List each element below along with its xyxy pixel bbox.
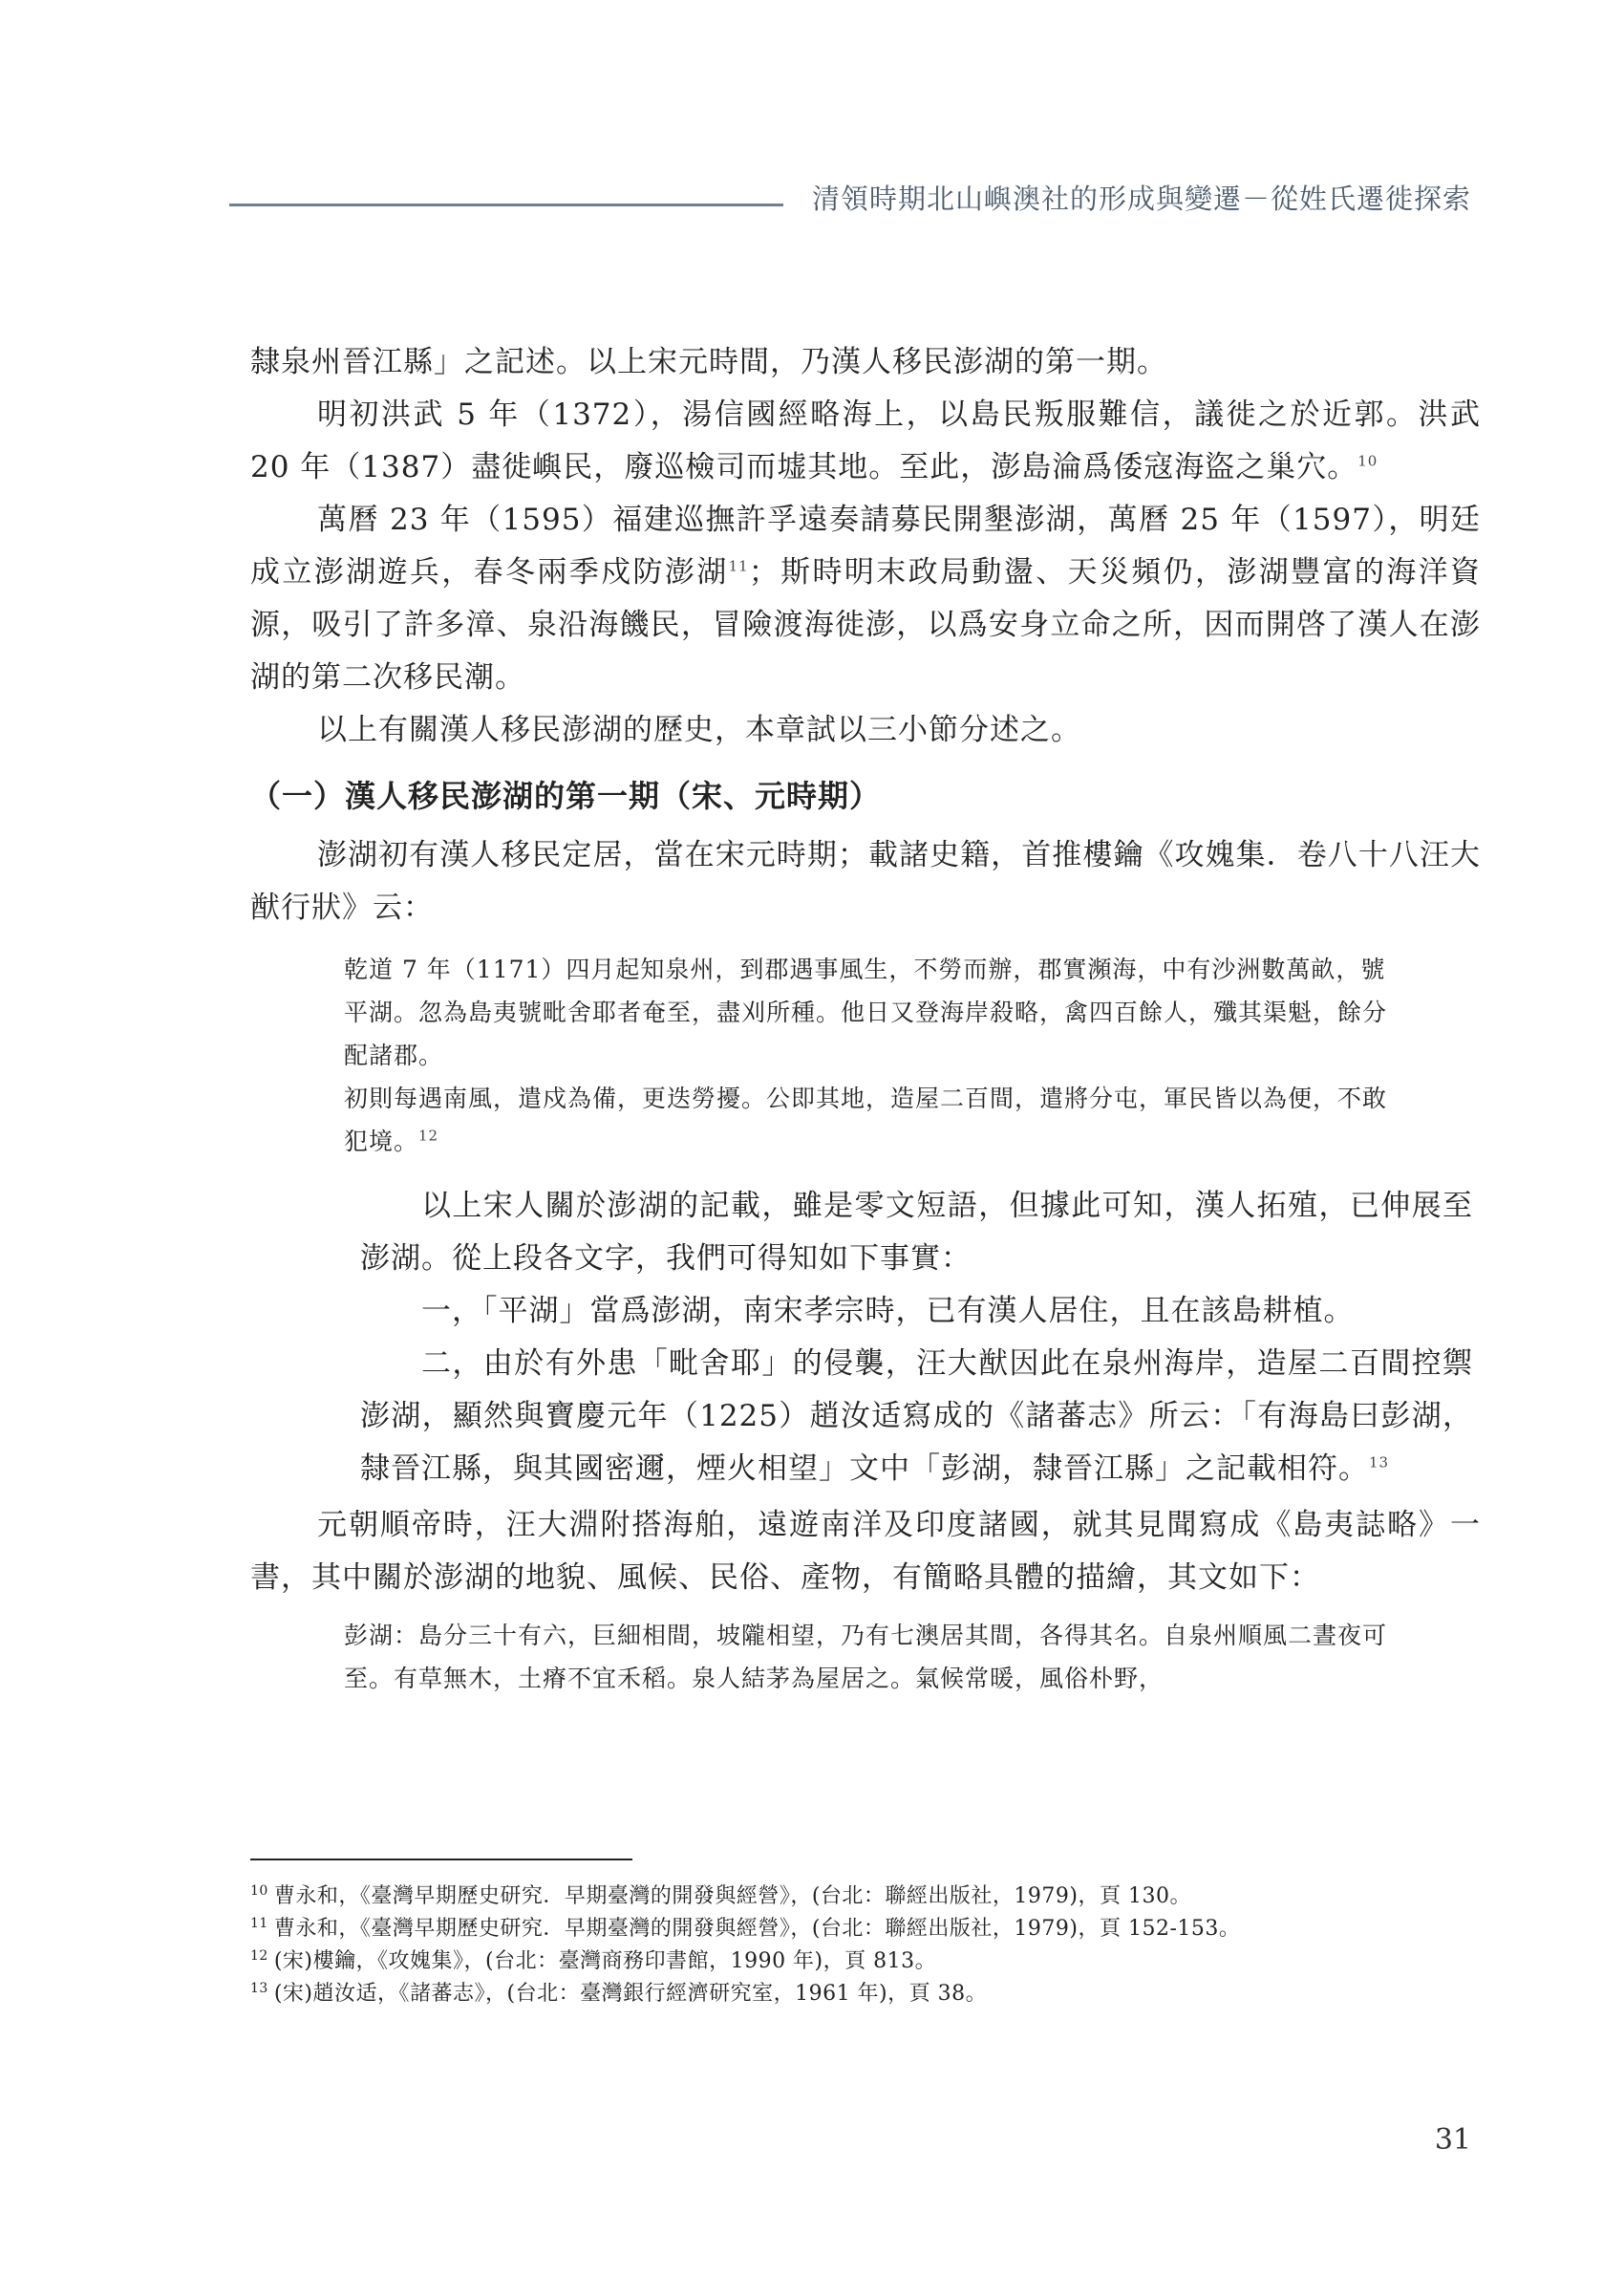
commentary-3 [360, 1338, 1473, 1495]
commentary-block [360, 1180, 1473, 1495]
paragraph-3-text-a: 萬曆 23 年（1595）福建巡撫許孚遠奏請募民開墾澎湖，萬曆 25 年（1597），明廷成立澎湖遊兵，春冬兩季戍防澎湖 [250, 503, 1481, 590]
quote-1-line-2 [344, 1077, 1404, 1163]
footnotes [250, 1880, 1492, 2010]
paragraph-3 [250, 494, 1481, 704]
commentary-2: 一，「平湖」當爲澎湖，南宋孝宗時，已有漢人居住，且在該島耕植。 [421, 1294, 1355, 1328]
paragraph-6: 元朝順帝時，汪大淵附搭海舶，遠遊南洋及印度諸國，就其見聞寫成《島夷誌略》一書，其中關於澎湖的地貌、風候、民俗、產物，有簡略具體的描繪，其文如下： [250, 1508, 1481, 1595]
quote-2-text: 彭湖：島分三十有六，巨細相間，坡隴相望，乃有七澳居其間，各得其名。自泉州順風二晝夜可至。有草無木，土瘠不宜禾稻。泉人結茅為屋居之。氣候常暖，風俗朴野， [344, 1622, 1388, 1692]
footnote-ref-12[interactable]: 12 [418, 1127, 439, 1145]
footnote-ref-10[interactable]: 10 [1357, 452, 1378, 470]
footnote-rule [250, 1859, 632, 1860]
block-quote-2 [344, 1614, 1404, 1700]
block-quote-1 [344, 948, 1404, 1163]
section-heading: （一）漢人移民澎湖的第一期（宋、元時期） [250, 778, 882, 814]
paragraph-2 [250, 389, 1481, 494]
footnote-number: 13 [250, 1980, 268, 1996]
running-head-title: 清領時期北山嶼澳社的形成與變遷－從姓氏遷徙探索 [811, 183, 1471, 215]
header-rule [229, 204, 783, 206]
footnote-number: 12 [250, 1947, 268, 1964]
footnote-12 [250, 1945, 1492, 1978]
main-text [250, 336, 1481, 1700]
paragraph-5: 澎湖初有漢人移民定居，當在宋元時期；載諸史籍，首推樓鑰《攻媿集．卷八十八汪大猷行狀》云： [250, 838, 1481, 925]
footnote-text: 曹永和，《臺灣早期歷史研究．早期臺灣的開發與經營》，(台北：聯經出版社，1979)，頁 152-153。 [273, 1917, 1241, 1941]
footnote-ref-13[interactable]: 13 [1369, 1453, 1390, 1472]
footnote-10 [250, 1880, 1492, 1913]
paragraph-1: 隸泉州晉江縣」之記述。以上宋元時間，乃漢人移民澎湖的第一期。 [250, 345, 1167, 379]
footnote-text: (宋)樓鑰，《攻媿集》，(台北：臺灣商務印書館，1990 年)，頁 813。 [273, 1949, 937, 1973]
footnote-11 [250, 1913, 1492, 1945]
footnote-ref-11[interactable]: 11 [728, 557, 749, 575]
footnote-text: 曹永和，《臺灣早期歷史研究．早期臺灣的開發與經營》，(台北：聯經出版社，1979)，頁 130。 [273, 1884, 1191, 1908]
quote-1-line-2-text: 初則每遇南風，遣戍為備，更迭勞擾。公即其地，造屋二百間，遣將分屯，軍民皆以為便，不敢犯境。 [344, 1085, 1388, 1155]
footnote-text: (宋)趙汝适，《諸蕃志》，(台北：臺灣銀行經濟研究室，1961 年)，頁 38。 [273, 1982, 988, 2006]
paragraph-3-text-b: ；斯時明末政局動盪、天災頻仍，澎湖豐富的海洋資源，吸引了許多漳、泉沿海饑民，冒險渡海徙澎，以爲安身立命之所，因而開啓了漢人在澎湖的第二次移民潮。 [250, 555, 1482, 695]
footnote-13 [250, 1978, 1492, 2010]
page-number: 31 [1434, 2123, 1471, 2157]
footnote-number: 11 [250, 1915, 268, 1931]
footnote-number: 10 [250, 1882, 268, 1899]
commentary-1: 以上宋人關於澎湖的記載，雖是零文短語，但據此可知，漢人拓殖，已伸展至澎湖。從上段各文字，我們可得知如下事實： [360, 1189, 1473, 1276]
paragraph-4: 以上有關漢人移民澎湖的歷史，本章試以三小節分述之。 [317, 713, 1081, 747]
quote-1-line-1: 乾道 7 年（1171）四月起知泉州，到郡遇事風生，不勞而辦，郡實瀕海，中有沙洲數萬畝，號平湖。忽為島夷號毗舍耶者奄至，盡刈所種。他日又登海岸殺略，禽四百餘人，殲其渠魁，餘分配諸郡。 [344, 956, 1388, 1069]
paragraph-2-text: 明初洪武 5 年（1372），湯信國經略海上，以島民叛服難信，議徙之於近郭。洪武 20 年（1387）盡徙嶼民，廢巡檢司而墟其地。至此，澎島淪爲倭寇海盜之巢穴。 [250, 398, 1481, 484]
commentary-3-text: 二，由於有外患「毗舍耶」的侵襲，汪大猷因此在泉州海岸，造屋二百間控禦澎湖，顯然與寶慶元年（1225）趙汝适寫成的《諸蕃志》所云：「有海島曰彭湖，隸晉江縣，與其國密邇，煙火相望」文中「彭湖，隸晉江縣」之記載相符。 [360, 1346, 1473, 1486]
